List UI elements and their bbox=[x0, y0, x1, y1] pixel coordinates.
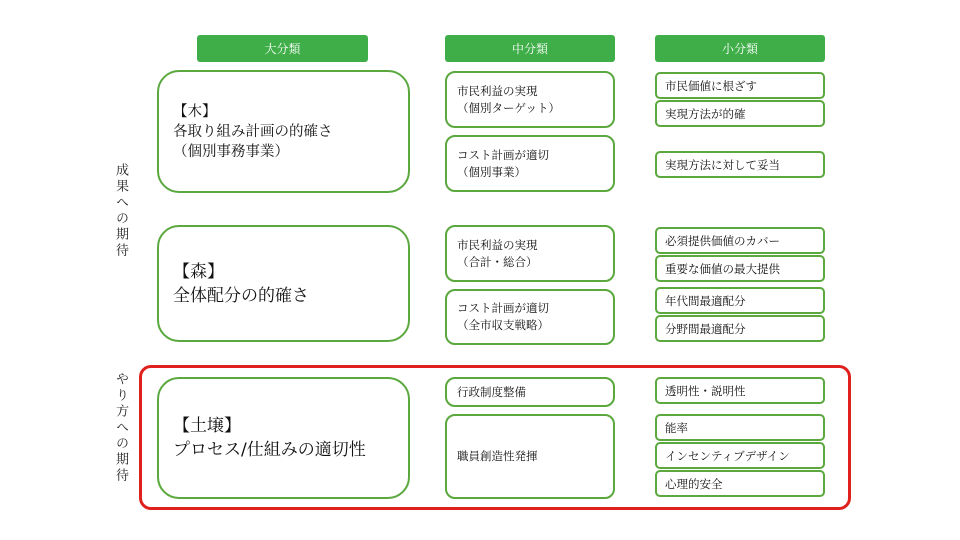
small-box bbox=[655, 470, 825, 497]
large-box-tree bbox=[157, 70, 410, 193]
header-small-category bbox=[655, 35, 825, 62]
small-box-label: 必須提供価値のカバー bbox=[665, 233, 780, 248]
small-box bbox=[655, 442, 825, 469]
large-box-title: 【土壌】 bbox=[173, 416, 241, 436]
middle-box bbox=[445, 135, 615, 192]
small-box bbox=[655, 72, 825, 99]
small-box bbox=[655, 315, 825, 342]
middle-box-line2: （個別ターゲット） bbox=[457, 100, 561, 115]
large-box-text: プロセス/仕組みの適切性 bbox=[173, 440, 366, 460]
small-box bbox=[655, 255, 825, 282]
large-box-title: 【木】 bbox=[173, 103, 217, 120]
small-box-label: 能率 bbox=[665, 420, 688, 435]
large-box-subtext: （個別事務事業） bbox=[173, 143, 289, 160]
middle-box-line1: 職員創造性発揮 bbox=[457, 449, 538, 463]
header-label: 大分類 bbox=[264, 42, 301, 56]
middle-box bbox=[445, 414, 615, 499]
middle-box bbox=[445, 289, 615, 345]
header-label: 中分類 bbox=[511, 42, 548, 56]
small-box-label: 市民価値に根ざす bbox=[665, 78, 757, 93]
small-box-label: 分野間最適配分 bbox=[665, 321, 746, 336]
middle-box-line1: 市民利益の実現 bbox=[457, 83, 538, 98]
large-box-title: 【森】 bbox=[173, 261, 224, 282]
middle-box-line1: コスト計画が適切 bbox=[457, 301, 549, 315]
side-label-method: やり方への期待 bbox=[113, 372, 128, 484]
middle-box-line2: （個別事業） bbox=[457, 164, 526, 179]
small-box-label: 心理的安全 bbox=[665, 476, 723, 491]
middle-box bbox=[445, 377, 615, 407]
large-box-text: 各取り組み計画の的確さ bbox=[173, 123, 333, 140]
middle-box-line2: （合計・総合） bbox=[457, 254, 538, 269]
small-box bbox=[655, 414, 825, 441]
small-box bbox=[655, 227, 825, 254]
middle-box-line1: コスト計画が適切 bbox=[457, 147, 549, 162]
small-box-label: 透明性・説明性 bbox=[665, 383, 746, 398]
small-box bbox=[655, 100, 825, 127]
small-box bbox=[655, 287, 825, 314]
header-label: 小分類 bbox=[721, 42, 758, 56]
small-box-label: 実現方法が的確 bbox=[665, 106, 746, 121]
small-box-label: 年代間最適配分 bbox=[665, 293, 746, 308]
middle-box bbox=[445, 71, 615, 128]
small-box-label: インセンティブデザイン bbox=[665, 448, 790, 463]
large-box-text: 全体配分の的確さ bbox=[173, 285, 309, 306]
middle-box bbox=[445, 225, 615, 282]
large-box-forest bbox=[157, 225, 410, 342]
small-box bbox=[655, 151, 825, 178]
large-box-soil bbox=[157, 377, 410, 499]
header-large-category bbox=[197, 35, 368, 62]
middle-box-line2: （全市収支戦略） bbox=[457, 318, 549, 332]
small-box-label: 実現方法に対して妥当 bbox=[665, 157, 780, 172]
middle-box-line1: 市民利益の実現 bbox=[457, 237, 538, 252]
small-box bbox=[655, 377, 825, 404]
middle-box-line1: 行政制度整備 bbox=[457, 384, 526, 399]
side-label-outcome: 成果への期待 bbox=[113, 163, 128, 259]
header-middle-category bbox=[445, 35, 615, 62]
small-box-label: 重要な価値の最大提供 bbox=[665, 261, 780, 276]
